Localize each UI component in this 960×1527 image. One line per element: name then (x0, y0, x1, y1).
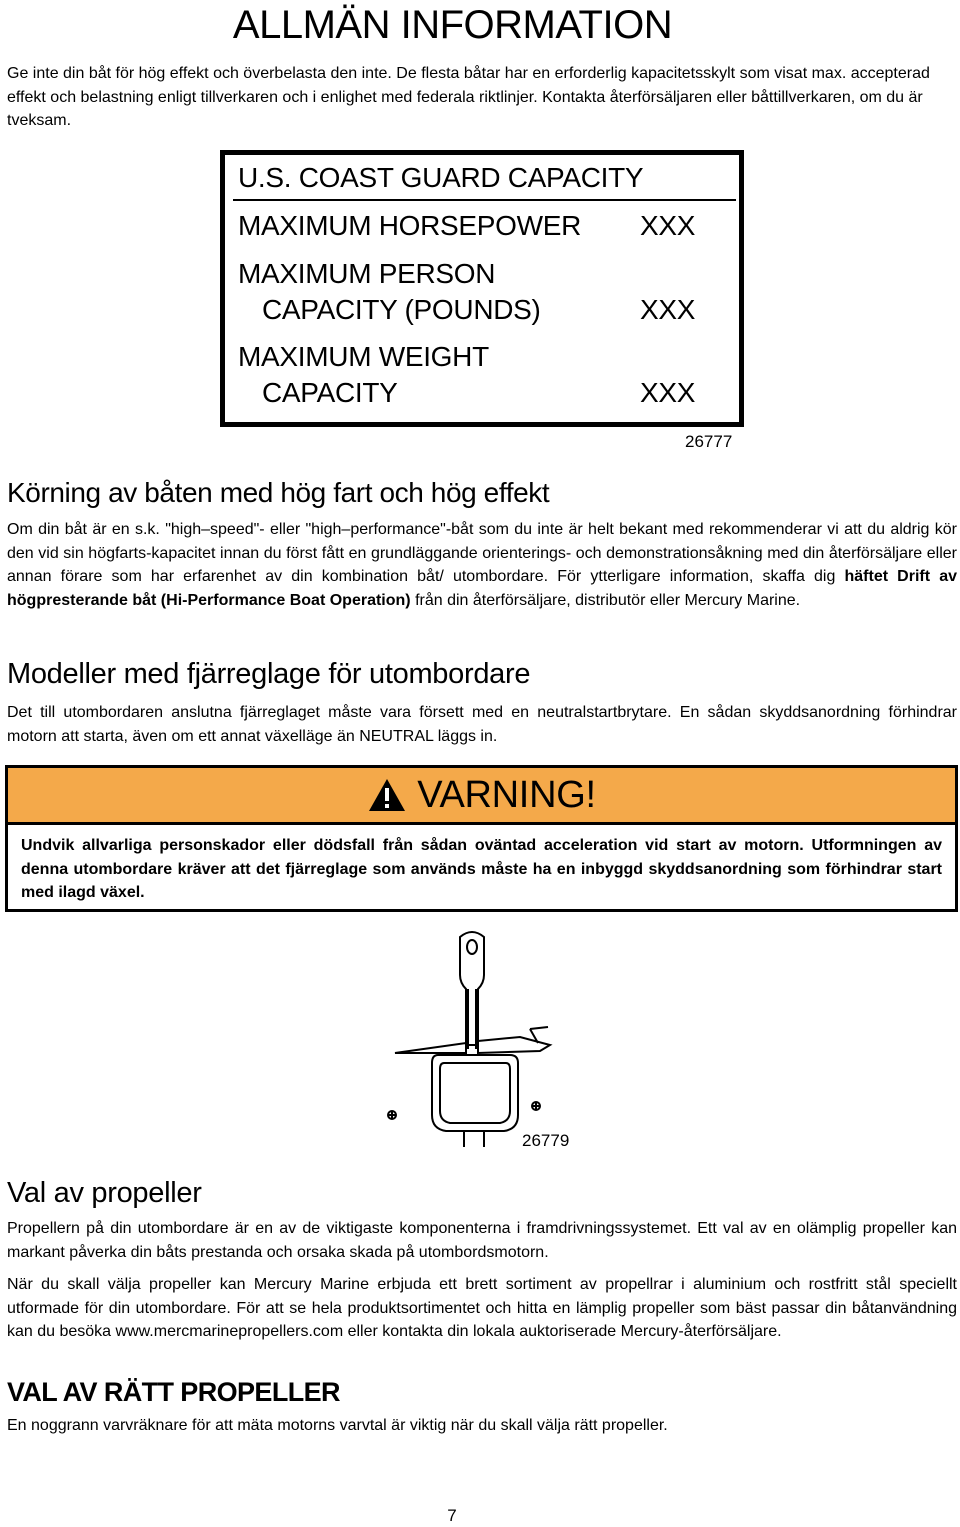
right-propeller-paragraph: En noggrann varvräknare för att mäta motorns varvtal är viktig när du skall välja rätt propeller. (7, 1417, 668, 1434)
remote-control-illustration (380, 925, 580, 1155)
max-person-value: XXX (640, 294, 696, 325)
remote-heading: Modeller med fjärreglage för utombordare (7, 658, 531, 690)
warning-title: VARNING! (417, 774, 596, 816)
max-weight-label-2: CAPACITY (262, 377, 398, 408)
right-propeller-heading: VAL AV RÄTT PROPELLER (7, 1377, 340, 1407)
page-title: ALLMÄN INFORMATION (232, 3, 673, 47)
figure-number-1: 26777 (685, 432, 733, 451)
capacity-plate-title: U.S. COAST GUARD CAPACITY (238, 162, 644, 193)
warning-text: Undvik allvarliga personskador eller dödsfall från sådan oväntad acceleration vid start av motorn. Utformningen av denna utombordare kräver att det fjärreglage som används måste ha en inbyggd skyddsanordning som förhindrar start med ilagd växel. (21, 837, 942, 901)
max-horsepower-label: MAXIMUM HORSEPOWER (238, 210, 582, 241)
high-speed-paragraph (7, 518, 957, 612)
high-speed-heading: Körning av båten med hög fart och hög effekt (7, 477, 550, 508)
capacity-plate-divider (233, 199, 736, 201)
propeller-paragraph-2: När du skall välja propeller kan Mercury Marine erbjuda ett brett sortiment av propellrar i aluminium och rostfritt stål speciellt utformade för din utombordare. För att se hela produktsortimentet och hitta en lämplig propeller som bäst passar din båtanvändning kan du besöka www.mercmarinepropellers.com eller kontakta din lokala auktoriserade Mercury-återförsäljare. (7, 1276, 957, 1340)
high-speed-text: Om din båt är en s.k. "high–speed"- eller "high–performance"-båt som du inte är helt bekant med rekommenderar vi att du aldrig kör den vid sin högfarts-kapacitet innan du först fått en grundläggande orienterings- och demonstrationsåkning med din återförsäljare eller annan förare som har erfarenhet av din kombination båt/ utombordare. För ytterligare information, skaffa dig (7, 521, 957, 585)
propeller-paragraph-1: Propellern på din utombordare är en av de viktigaste komponenterna i framdrivningssystemet. Ett val av en olämplig propeller kan markant påverka din båts prestanda och orsaka skada på utombordsmotorn. (7, 1220, 957, 1261)
warning-header (8, 768, 955, 825)
high-speed-bold-text: häftet Drift av högpresterande båt (Hi-Performance Boat Operation) (7, 568, 957, 609)
max-weight-value: XXX (640, 377, 696, 408)
warning-triangle-icon (367, 777, 407, 813)
max-person-label-2: CAPACITY (POUNDS) (262, 294, 541, 325)
propeller-heading: Val av propeller (7, 1177, 202, 1209)
warning-box (5, 765, 958, 912)
high-speed-text-end: från din återförsäljare, distributör eller Mercury Marine. (410, 591, 801, 609)
page-number: 7 (447, 1506, 457, 1525)
remote-paragraph: Det till utombordaren anslutna fjärreglaget måste vara försett med en neutralstartbrytare. En sådan skyddsanordning förhindrar motorn att starta, även om ett annat växelläge än NEUTRAL läggs in. (7, 704, 957, 745)
intro-paragraph: Ge inte din båt för hög effekt och överbelasta den inte. De flesta båtar har en erforderlig kapacitetsskylt som visat max. accepterad effekt och belastning enligt tillverkaren och i enlighet med federala riktlinjer. Kontakta återförsäljaren eller båttillverkaren, om du är tveksam. (7, 65, 930, 129)
max-weight-label-1: MAXIMUM WEIGHT (238, 341, 489, 372)
max-person-label-1: MAXIMUM PERSON (238, 258, 496, 289)
max-horsepower-value: XXX (640, 210, 696, 241)
figure-number-2: 26779 (522, 1131, 570, 1150)
